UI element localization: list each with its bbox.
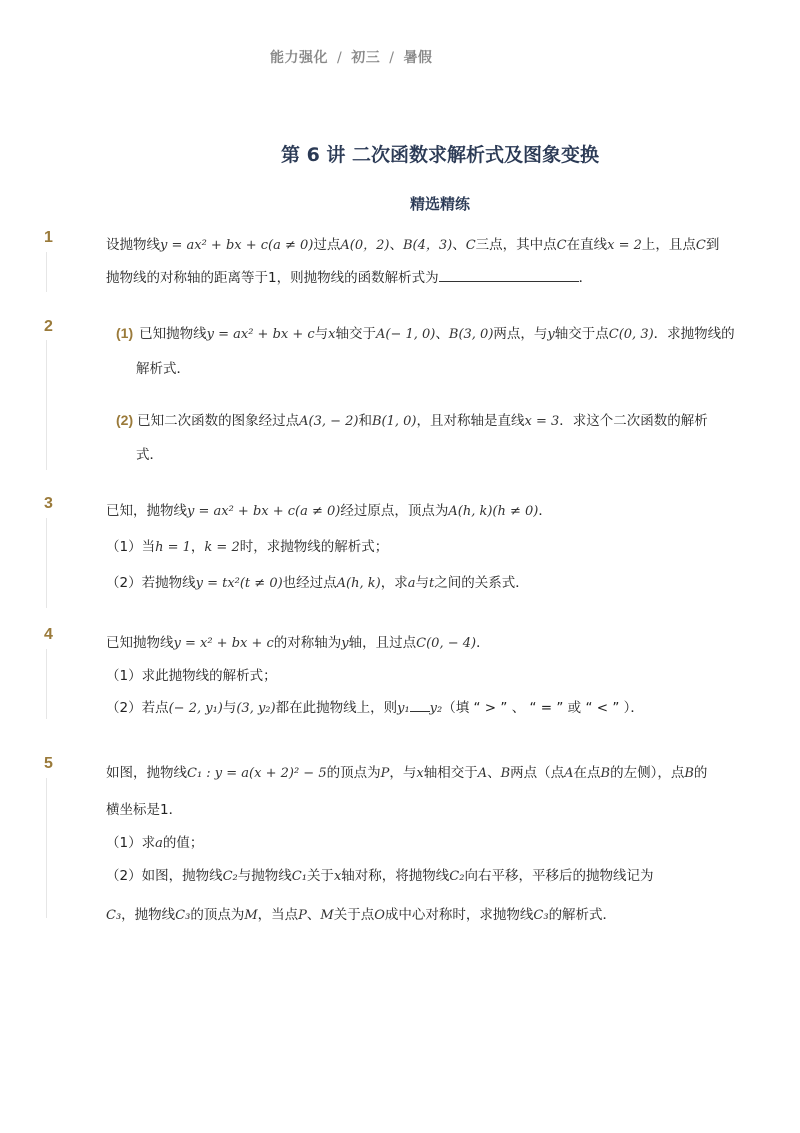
problem-3-line-2: （1）当h = 1，k = 2时，求抛物线的解析式； [106, 539, 389, 555]
lesson-title: 第 6 讲 二次函数求解析式及图象变换 [280, 144, 600, 166]
header-grade: 初三 [351, 50, 381, 66]
header-separator: / [337, 50, 343, 66]
problem-divider [46, 649, 47, 719]
problem-5-line-5: C₃，抛物线C₃的顶点为M，当点P、M关于点O成中心对称时，求抛物线C₃的解析式． [106, 907, 617, 923]
problem-2-part-2-line-2: 式． [136, 447, 163, 463]
problem-divider [46, 252, 47, 292]
problem-5-line-3: （1）求a的值； [106, 835, 204, 851]
problem-number: 4 [44, 626, 53, 643]
problem-2-part-1-line-2: 解析式． [136, 361, 190, 377]
page-header [270, 47, 432, 67]
problem-number: 1 [44, 229, 53, 246]
problem-5-line-4: （2）如图，抛物线C₂与抛物线C₁关于x轴对称，将抛物线C₂向右平移，平移后的抛物线记为 [106, 868, 654, 884]
problem-divider [46, 518, 47, 608]
problem-number: 3 [44, 495, 53, 512]
problem-4-line-2: （1）求此抛物线的解析式； [106, 668, 277, 684]
problem-divider [46, 778, 47, 918]
problem-number: 2 [44, 318, 53, 335]
header-term: 暑假 [403, 50, 433, 66]
problem-1-line-1: 设抛物线y = ax² + bx + c(a ≠ 0)过点A(0，2)、B(4，3)、C三点，其中点C在直线x = 2上，且点C到 [106, 237, 720, 253]
section-subtitle: 精选精练 [409, 195, 470, 213]
answer-blank[interactable] [410, 711, 430, 712]
answer-blank[interactable] [439, 281, 579, 282]
problem-3-line-1: 已知，抛物线y = ax² + bx + c(a ≠ 0)经过原点，顶点为A(h, k)(h ≠ 0)． [106, 503, 552, 519]
problem-number: 5 [44, 755, 53, 772]
problem-divider [46, 340, 47, 470]
problem-5-line-1: 如图，抛物线C₁ : y = a(x + 2)² − 5的顶点为P，与x轴相交于A、B两点（点A在点B的左侧），点B的 [106, 765, 708, 781]
problem-3-line-3: （2）若抛物线y = tx²(t ≠ 0)也经过点A(h, k)，求a与t之间的关系式． [106, 575, 529, 591]
header-course: 能力强化 [270, 50, 328, 66]
problem-1-line-2: 抛物线的对称轴的距离等于1，则抛物线的函数解析式为 ． [106, 270, 593, 286]
problem-4-line-3: （2）若点(− 2, y₁)与(3, y₂)都在此抛物线上，则y₁ y₂（填 “ > ” 、 “ = ” 或 “ < ” ）． [106, 700, 644, 716]
problem-2-part-2-line-1: (2) 已知二次函数的图象经过点A(3, − 2)和B(1, 0)，且对称轴是直线x = 3．求这个二次函数的解析 [116, 412, 708, 429]
problem-5-line-2: 横坐标是1． [106, 802, 183, 818]
problem-4-line-1: 已知抛物线y = x² + bx + c的对称轴为y轴，且过点C(0, − 4)． [106, 635, 490, 651]
header-separator: / [389, 50, 395, 66]
problem-2-part-1-line-1: (1) 已知抛物线y = ax² + bx + c与x轴交于A(− 1, 0)、B(3, 0)两点，与y轴交于点C(0, 3)．求抛物线的 [116, 325, 735, 342]
